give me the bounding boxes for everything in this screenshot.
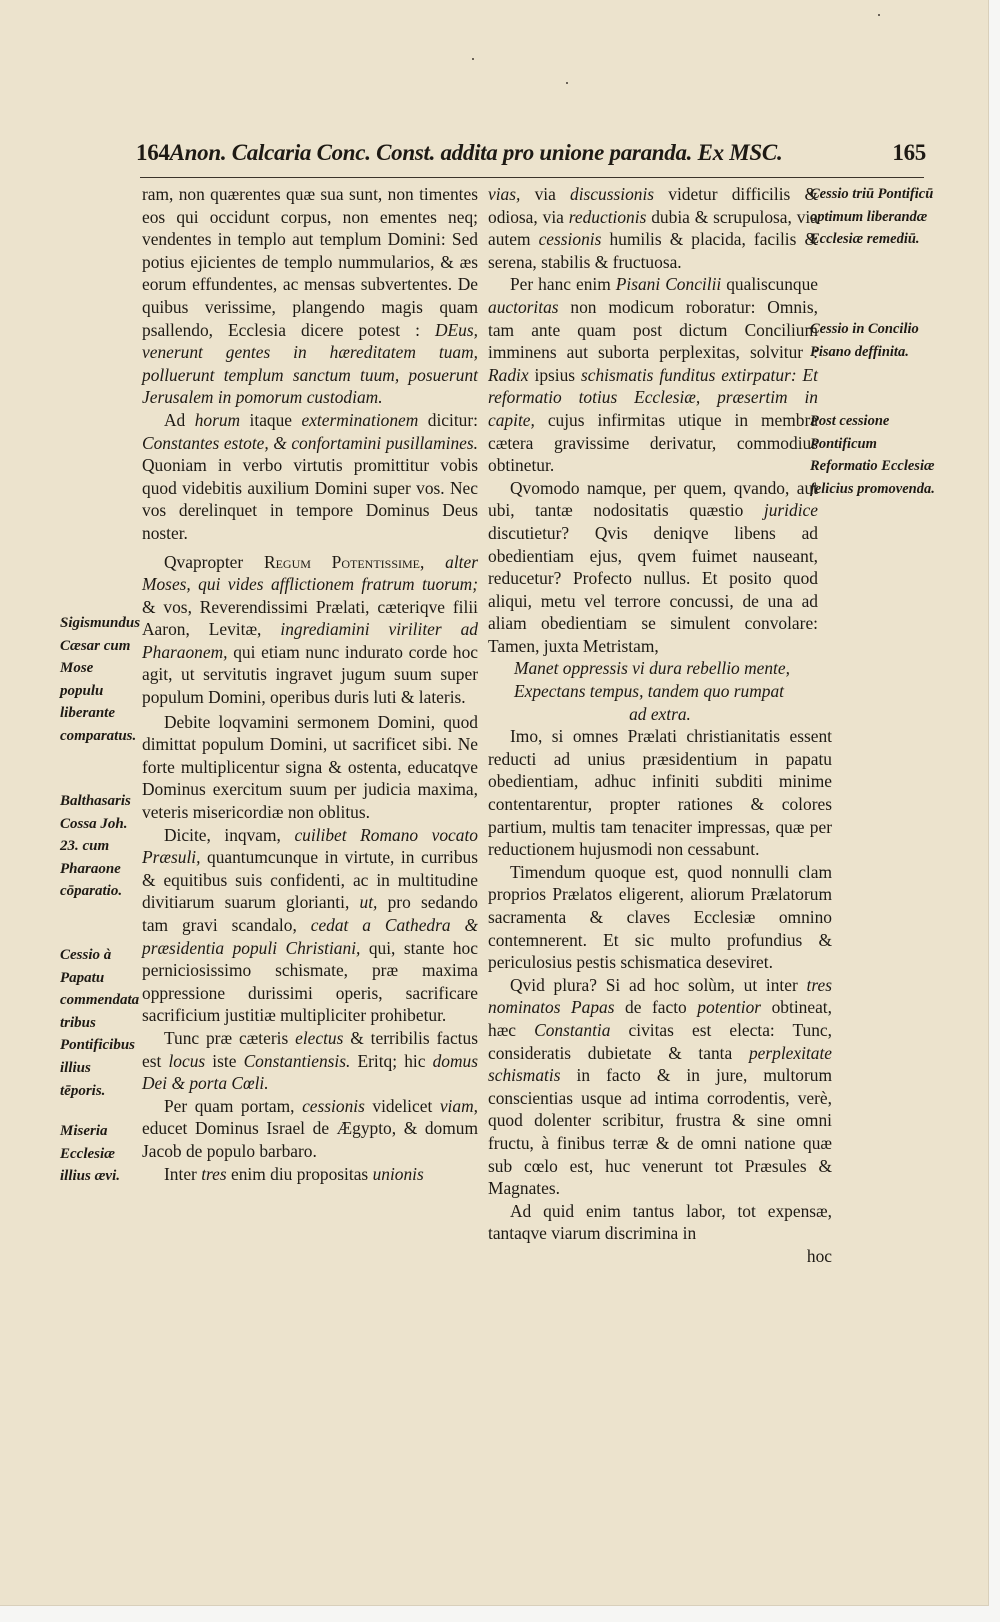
header-rule (140, 177, 924, 178)
page-number-left: 164 (136, 140, 170, 165)
margin-note-left: Sigismundus Cæsar cum Mose populu liberante comparatus. (60, 615, 141, 744)
margin-note-right: Post cessione Pontificum Reformatio Ecclesiæ felicius promovenda. (810, 413, 935, 497)
paragraph: Per hanc enim Pisani Concilii qualiscunque auctoritas non modicum roboratur: Omnis, tam ante quam post dictum Concilium imminens aut suborta perplexitas, solvitur : Radix ipsius schismatis funditus extirpatur: Et reformatio totius Ecclesiæ, præsertim in capite, cujus infirmitas utique in membra cætera gravissime derivatur, commodius obtinetur. (488, 274, 818, 476)
paragraph: Per quam portam, cessionis videlicet viam, educet Dominus Israel de Ægypto, & domum Jacob de populo barbaro. (142, 1095, 478, 1161)
paragraph: Dicite, inqvam, cuilibet Romano vocato Præsuli, quantumcunque in virtute, in curribus & equitibus suis confidenti, ac in multitudine divitiarum suarum glorianti, ut, pro sedando tam gravi scandalo, cedat a Cathedra & præsidentia populi Christiani, qui, stante hoc perniciosissimo schismate, præ maxima oppressione durissimi operis, sacrificare sacrificium justitiæ multipliciter prohibetur. (142, 824, 478, 1026)
left-column (142, 183, 478, 1185)
paper-speck (472, 58, 474, 60)
paragraph: ram, non quærentes quæ sua sunt, non timentes eos qui occidunt corpus, non ementes neq; vendentes in templo aut templum Domini: Sed potius ejicientes de templo nummularios, & æs eorum effundentes, ac mensas subvertentes. De quibus verissime, plangendo magis quam psallendo, Ecclesia dicere potest : DEus, venerunt gentes in hæreditatem tuam, polluerunt templum sanctum tuum, posuerunt Jerusalem in pomorum custodiam. (142, 184, 478, 408)
paper-speck (566, 82, 568, 84)
paragraph: Qvapropter Regum Potentissime, alter Moses, qui vides afflictionem fratrum tuorum; & vos, Reverendissimi Prælati, cæteriqve filii Aaron, Levitæ, ingrediamini viriliter ad Pharaonem, qui etiam nunc indurato corde hoc agit, ut servitutis ingravet jugum suum super populum Domini, operibus duris luti & lateris. (142, 551, 478, 708)
right-column (488, 183, 832, 1268)
margin-note-left: Cessio à Papatu commendata tribus Pontificibus illius tēporis. (60, 947, 140, 1099)
verse-line: Manet oppressis vi dura rebellio mente, (514, 658, 790, 679)
paragraph: Qvomodo namque, per quem, qvando, aut ubi, tantæ nodositatis quæstio juridice discutietur? Qvis deniqve libens ad obedientiam ejus, qvem fuimet nauseant, reducetur? Profecto nullus. Et posito quod aliqui, metu vel terrore concussi, de una ad aliam obedientiam se simulent convolare: Tamen, juxta Metristam, (488, 477, 818, 656)
margin-note-left: Miseria Ecclesiæ illius ævi. (60, 1123, 121, 1185)
paragraph: vias, via discussionis videtur difficilis & odiosa, via reductionis dubia & scrupulosa, via autem cessionis humilis & placida, facilis & serena, stabilis & fructuosa. (488, 184, 819, 272)
margin-note-left: Balthasaris Cossa Joh. 23. cum Pharaone cōparatio. (60, 793, 131, 900)
catchword: hoc (806, 1245, 832, 1266)
running-title: Anon. Calcaria Conc. Const. addita pro unione paranda. Ex MSC. (169, 140, 783, 165)
paragraph: Ad horum itaque exterminationem dicitur: Constantes estote, & confortamini pusillamines. Quoniam in verbo virtutis promittitur vobis quod videbitis auxilium Domini super vos. Nec vos derelinquet in tempore Dominus Deus noster. (142, 409, 478, 543)
quotation: DEus, venerunt gentes in hæreditatem tuam, polluerunt templum sanctum tuum, posuerunt Jerusalem in pomorum custodiam. (142, 319, 478, 408)
running-header (136, 140, 926, 166)
paragraph: Qvid plura? Si ad hoc solùm, ut inter tres nominatos Papas de facto potentior obtineat, hæc Constantia civitas est electa: Tunc, consideratis dubietate & tanta perplexitate schismatis in facto & in jure, multorum conscientias usque ad intima corrodentis, verè, quod dolenter scribitur, frustra & sine omni fructu, à finibus terræ & de omni natione quæ sub cœlo est, huc venerunt tot Præsules & Magnates. (488, 974, 832, 1199)
paragraph: Inter tres enim diu propositas unionis (164, 1163, 424, 1184)
verse-line: ad extra. (629, 703, 691, 724)
verse-line: Expectans tempus, tandem quo rumpat (514, 681, 784, 702)
page-number-right: 165 (892, 140, 926, 165)
paragraph: Timendum quoque est, quod nonnulli clam proprios Prælatos eligerent, aliorum Prælatorum sacramenta & claves Ecclesiæ omnino contemnerent. Et sic multo profundius & periculosius pestis schismatica deseviret. (488, 861, 832, 973)
paragraph: Imo, si omnes Prælati christianitatis essent reducti ad unius præsidentium in papatu obedientiam, adhuc infiniti subditi minime contentarentur, propter rationes & colores partium, multis tam tenaciter impressas, quæ per reductionem hujusmodi non cessabunt. (488, 726, 832, 860)
paper-speck (878, 14, 880, 16)
margin-note-right: Cessio triū Pontificū optimum liberandæ Ecclesiæ remediū. (810, 186, 934, 248)
paragraph: Ad quid enim tantus labor, tot expensæ, tantaqve viarum discrimina in (488, 1200, 832, 1244)
margin-note-right: Cessio in Concilio Pisano deffinita. (810, 321, 919, 360)
paragraph: Tunc præ cæteris electus & terribilis factus est locus iste Constantiensis. Eritq; hic domus Dei & porta Cœli. (142, 1027, 478, 1094)
paragraph: Debite loqvamini sermonem Domini, quod dimittat populum Domini, ut sacrificet sibi. Ne forte multiplicentur signa & ostenta, educatqve Dominus exercitum suum per judicia maxima, veteris misericordiæ non oblitus. (142, 711, 478, 823)
